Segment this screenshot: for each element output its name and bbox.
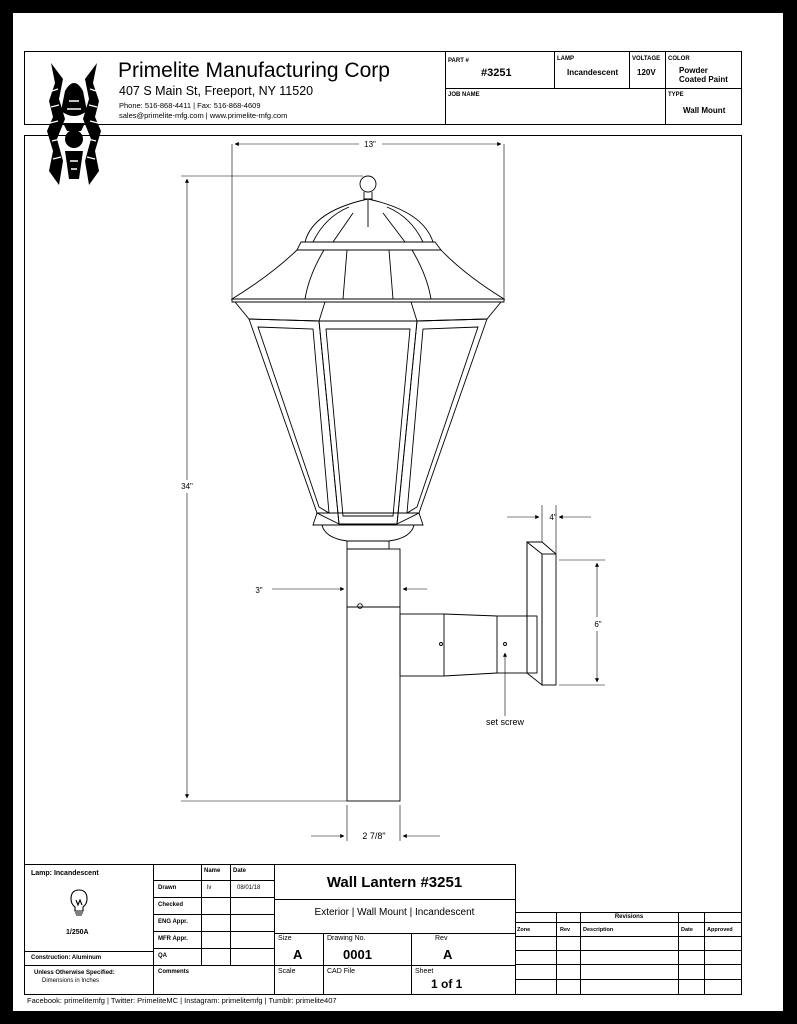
- lightbulb-icon: [68, 888, 90, 918]
- cad-file-label: CAD File: [327, 968, 356, 975]
- rev-label: Rev: [435, 935, 448, 942]
- eng-label: ENG Appr.: [158, 919, 188, 925]
- mounting-arm: [400, 614, 444, 676]
- col-name: Name: [204, 868, 221, 874]
- wall-plate: [527, 542, 542, 685]
- mfr-label: MFR Appr.: [158, 936, 188, 942]
- rev-col-approved: Approved: [707, 927, 733, 933]
- set-screw-label: set screw: [485, 717, 525, 727]
- lamp-label: LAMP: [557, 56, 574, 62]
- dimensions-note: Dimensions in Inches: [42, 978, 100, 984]
- lantern-cap: [305, 199, 433, 242]
- rev-col-description: Description: [583, 927, 614, 933]
- lamp-type: Lamp: Incandescent: [31, 870, 99, 877]
- voltage-value: 120V: [637, 68, 656, 77]
- drawing-no-value: 0001: [343, 947, 372, 962]
- dim-height: 34": [181, 482, 193, 491]
- sheet-value: 1 of 1: [431, 977, 463, 991]
- construction-note: Construction: Aluminum: [31, 955, 102, 961]
- drawing-sheet: [13, 13, 783, 1011]
- col-date: Date: [233, 868, 247, 874]
- lantern-drawing: [13, 13, 783, 863]
- lamp-value: Incandescent: [567, 68, 619, 77]
- lamp-code: 1/250A: [66, 929, 89, 936]
- dim-arm: 4": [549, 513, 557, 522]
- color-value-1: Powder: [679, 66, 708, 75]
- job-name-label: JOB NAME: [448, 92, 480, 98]
- color-value-2: Coated Paint: [679, 75, 728, 84]
- company-address: 407 S Main St, Freeport, NY 11520: [119, 84, 314, 98]
- rev-col-zone: Zone: [517, 927, 531, 933]
- glass-panel-center: [319, 321, 417, 524]
- drawing-no-label: Drawing No.: [327, 935, 366, 942]
- drawn-label: Drawn: [158, 885, 177, 891]
- rev-col-rev: Rev: [560, 927, 571, 933]
- part-label: PART #: [448, 58, 469, 64]
- checked-label: Checked: [158, 902, 184, 908]
- type-label: TYPE: [668, 92, 684, 98]
- company-name: Primelite Manufacturing Corp: [118, 59, 390, 82]
- social-footer: Facebook: primelitemfg | Twitter: PrimeliteMC | Instagram: primelitemfg | Tumblr: primelite407: [27, 996, 337, 1005]
- finial: [360, 176, 376, 192]
- dim-width: 13": [364, 140, 376, 149]
- voltage-label: VOLTAGE: [632, 56, 661, 62]
- company-email: sales@primelite-mfg.com | www.primelite-mfg.com: [119, 111, 288, 120]
- size-value: A: [293, 947, 303, 962]
- dim-base: 2 7/8": [362, 831, 386, 841]
- scale-label: Scale: [278, 968, 296, 975]
- part-value: #3251: [481, 67, 512, 79]
- drawn-name: lv: [207, 885, 212, 891]
- drawn-date: 08/01/18: [237, 885, 261, 891]
- qa-label: QA: [158, 953, 167, 959]
- type-value: Wall Mount: [683, 106, 726, 115]
- dim-post: 3": [255, 586, 263, 595]
- company-phone: Phone: 516-868-4411 | Fax: 516-868-4609: [119, 101, 261, 110]
- color-label: COLOR: [668, 56, 690, 62]
- dim-plate: 6": [594, 620, 602, 629]
- lantern-post: [347, 549, 400, 801]
- size-label: Size: [278, 935, 292, 942]
- rev-value: A: [443, 947, 453, 962]
- revisions-header: Revisions: [614, 914, 644, 920]
- unless-note: Unless Otherwise Specified:: [34, 970, 115, 976]
- glass-panel-left: [249, 319, 339, 524]
- glass-panel-right: [397, 319, 487, 524]
- lantern-canopy: [232, 250, 504, 299]
- drawing-subtitle: Exterior | Wall Mount | Incandescent: [314, 907, 475, 918]
- comments-label: Comments: [158, 969, 190, 975]
- rev-col-date: Date: [681, 927, 693, 933]
- sheet-label: Sheet: [415, 968, 434, 975]
- drawing-title: Wall Lantern #3251: [326, 874, 463, 891]
